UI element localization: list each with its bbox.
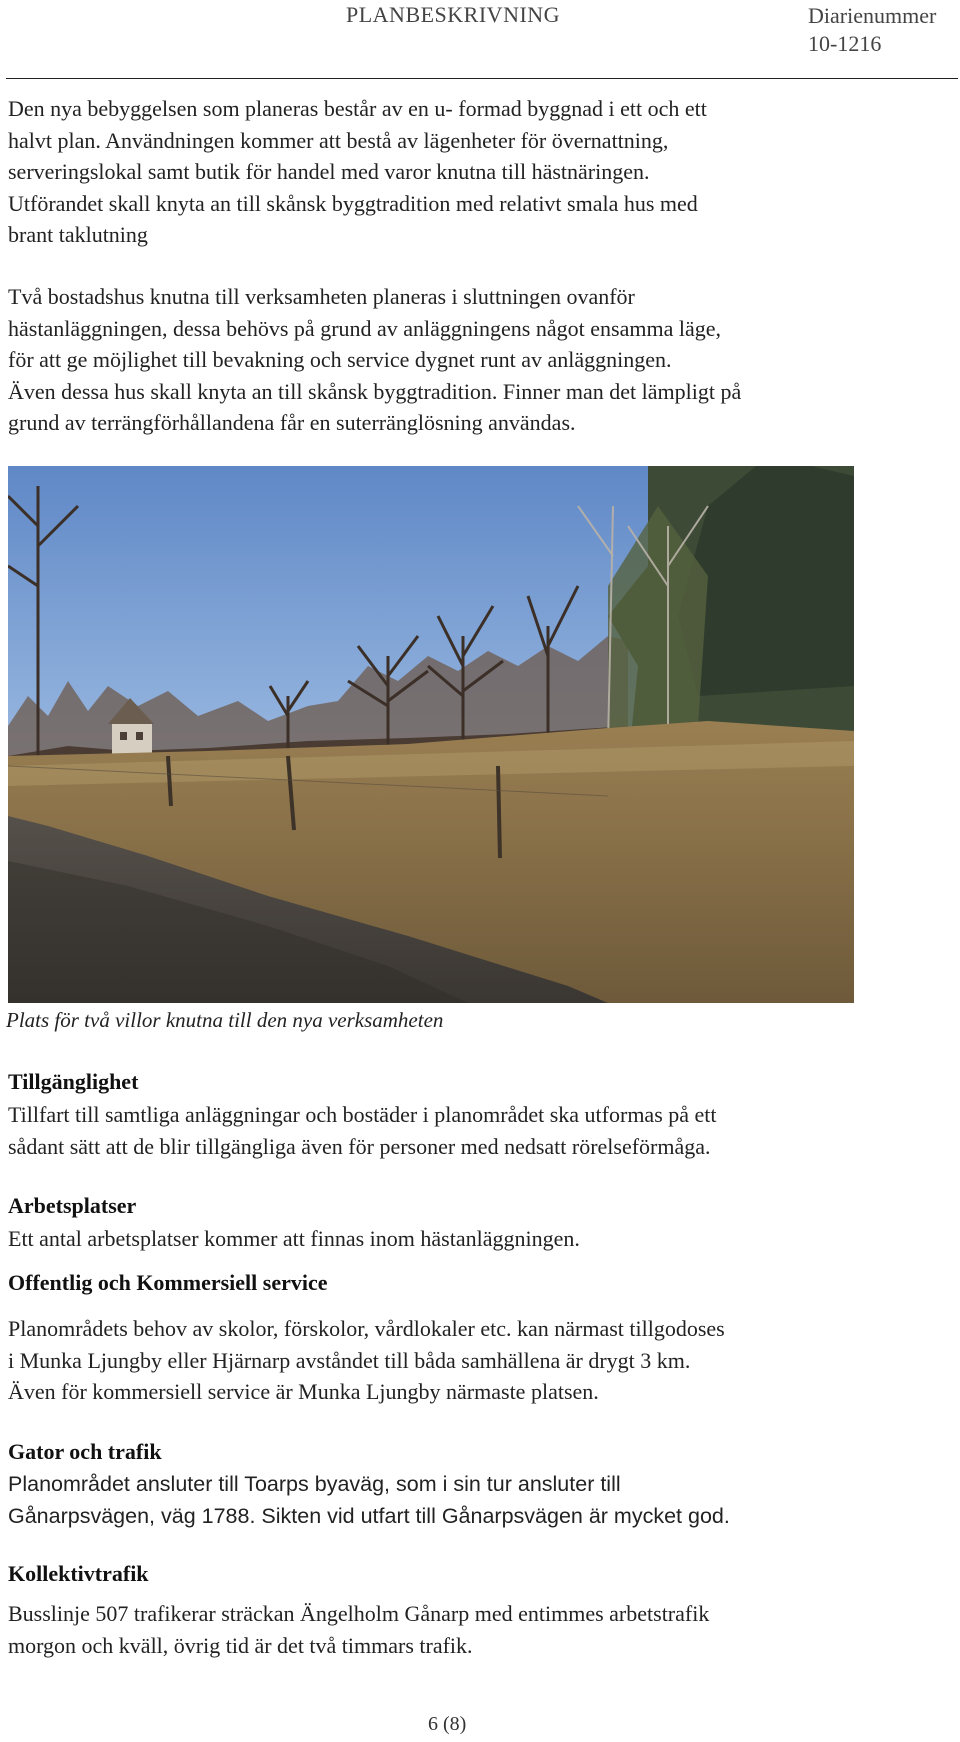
text-line: Busslinje 507 trafikerar sträckan Ängelholm Gånarp med entimmes arbetstrafik xyxy=(8,1601,710,1626)
page-number: 6 (8) xyxy=(428,1713,467,1735)
text-line: Planområdets behov av skolor, förskolor, vårdlokaler etc. kan närmast tillgodoses xyxy=(8,1316,725,1341)
text-line: Även för kommersiell service är Munka Ljungby närmaste platsen. xyxy=(8,1379,599,1404)
text-line: Tillfart till samtliga anläggningar och bostäder i planområdet ska utformas på ett xyxy=(8,1102,717,1127)
paragraph-kollektivtrafik xyxy=(8,1598,928,1661)
text-line: halvt plan. Användningen kommer att bestå av lägenheter för övernattning, xyxy=(8,127,669,153)
text-line: morgon och kväll, övrig tid är det två timmars trafik. xyxy=(8,1632,473,1658)
heading-gator: Gator och trafik xyxy=(8,1439,162,1464)
text-line: i Munka Ljungby eller Hjärnarp avståndet till båda samhällena är drygt 3 km. xyxy=(8,1347,691,1373)
header-divider xyxy=(6,78,958,79)
text-line: Planområdet ansluter till Toarps byaväg, som i sin tur ansluter till xyxy=(8,1472,621,1496)
site-photo xyxy=(8,466,854,1003)
paragraph-tillganglighet xyxy=(8,1099,928,1162)
text-line: grund av terrängförhållandena får en suterränglösning användas. xyxy=(8,410,576,435)
diarienummer-value: 10-1216 xyxy=(808,31,882,56)
diarienummer-label: Diarienummer xyxy=(808,3,937,28)
photo-caption: Plats för två villor knutna till den nya verksamheten xyxy=(6,1008,444,1032)
heading-service: Offentlig och Kommersiell service xyxy=(8,1270,328,1295)
text-line: Den nya bebyggelsen som planeras består av en u- formad byggnad i ett och ett xyxy=(8,96,707,121)
text-line: Två bostadshus knutna till verksamheten planeras i sluttningen ovanför xyxy=(8,284,635,309)
paragraph-service xyxy=(8,1313,928,1408)
intro-paragraph-2 xyxy=(8,281,928,439)
text-line: Utförandet skall knyta an till skånsk byggtradition med relativt smala hus med xyxy=(8,190,698,216)
heading-arbetsplatser: Arbetsplatser xyxy=(8,1193,137,1218)
paragraph-arbetsplatser xyxy=(8,1223,928,1255)
text-line: Även dessa hus skall knyta an till skånsk byggtradition. Finner man det lämpligt på xyxy=(8,378,742,404)
paragraph-gator xyxy=(8,1468,928,1532)
intro-paragraph-1 xyxy=(8,93,928,251)
diarienummer-block xyxy=(808,2,936,58)
text-line: för att ge möjlighet till bevakning och service dygnet runt av anläggningen. xyxy=(8,347,672,372)
heading-kollektivtrafik: Kollektivtrafik xyxy=(8,1561,149,1586)
text-line: sådant sätt att de blir tillgängliga även för personer med nedsatt rörelseförmåga. xyxy=(8,1133,711,1159)
heading-tillganglighet: Tillgänglighet xyxy=(8,1069,139,1094)
text-line: Ett antal arbetsplatser kommer att finnas inom hästanläggningen. xyxy=(8,1226,580,1251)
text-line: hästanläggningen, dessa behövs på grund av anläggningens något ensamma läge, xyxy=(8,315,721,341)
text-line: Gånarpsvägen, väg 1788. Sikten vid utfart till Gånarpsvägen är mycket god. xyxy=(8,1504,730,1528)
text-line: serveringslokal samt butik för handel med varor knutna till hästnäringen. xyxy=(8,159,650,184)
text-line: brant taklutning xyxy=(8,222,148,247)
document-title: PLANBESKRIVNING xyxy=(346,2,561,27)
